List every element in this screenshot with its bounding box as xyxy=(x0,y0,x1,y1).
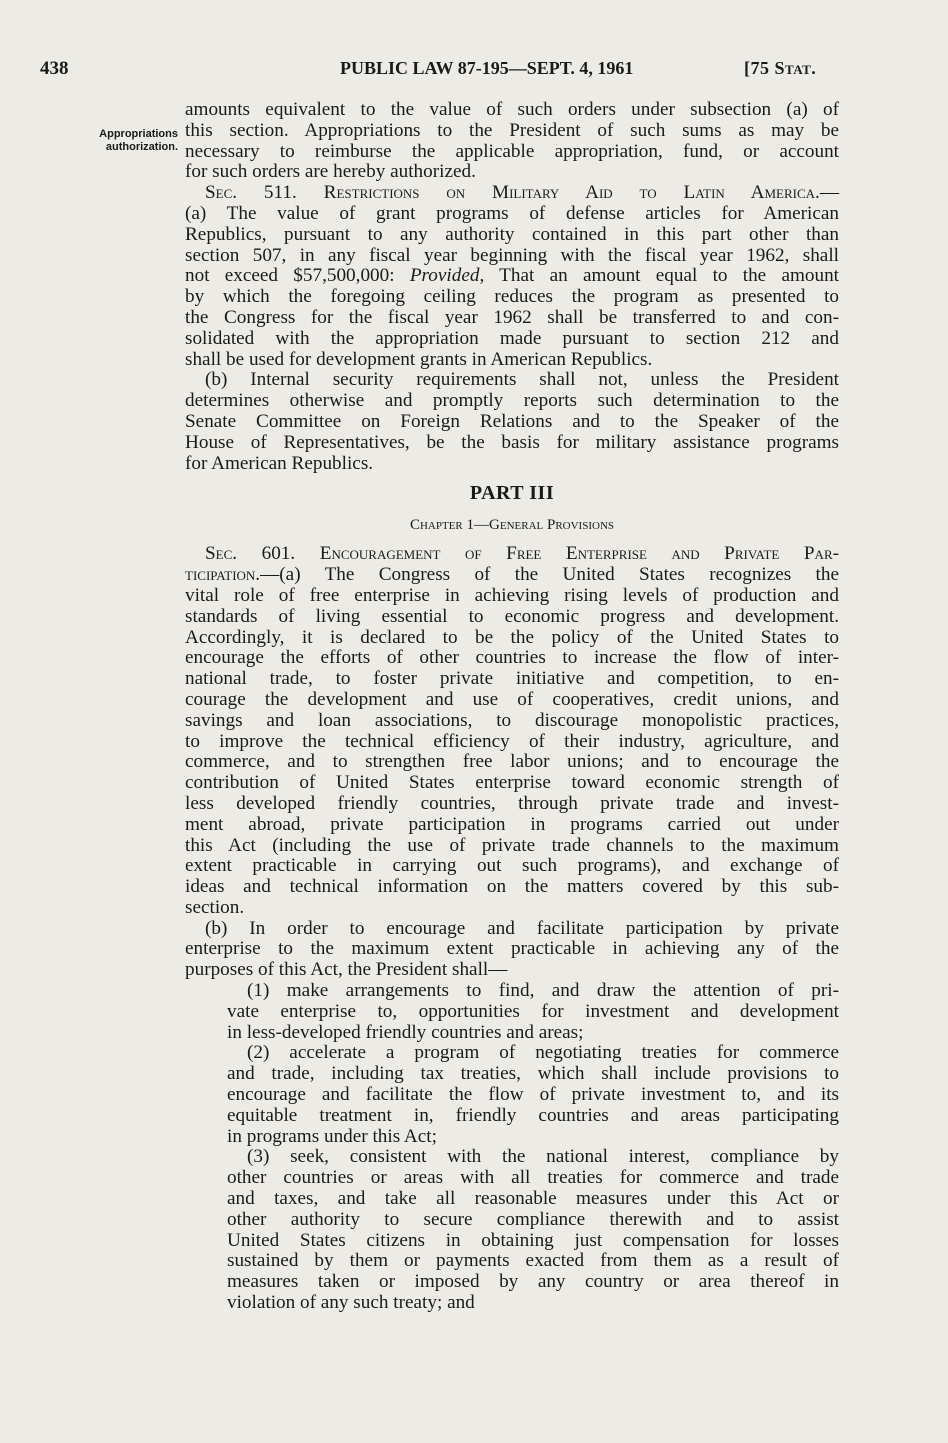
text-line: by which the foregoing ceiling reduces the program as presented to xyxy=(185,286,839,308)
list-item-2-line: and trade, including tax treaties, which shall include provisions to xyxy=(227,1063,839,1085)
text-segment: , That an amount equal to the amount xyxy=(479,265,840,287)
text-line: section 507, in any fiscal year beginning with the fiscal year 1962, shall xyxy=(185,244,839,266)
text-line: contribution of United States enterprise toward economic strength of xyxy=(185,772,839,794)
text-line: House of Representatives, be the basis for military assistance programs xyxy=(185,431,839,453)
text-line: Accordingly, it is declared to be the policy of the United States to xyxy=(185,626,839,648)
text-line: for such orders are hereby authorized. xyxy=(185,161,476,183)
text-line: (b) In order to encourage and facilitate participation by private xyxy=(205,917,839,939)
text-line: the Congress for the fiscal year 1962 shall be transferred to and con- xyxy=(185,306,839,328)
proviso-word: Provided xyxy=(409,265,480,287)
text-line: purposes of this Act, the President shall— xyxy=(185,959,508,981)
text-line xyxy=(185,266,839,287)
section-601-title: Encouragement of Free Enterprise and Private Par- xyxy=(319,543,839,565)
text-line: Republics, pursuant to any authority contained in this part other than xyxy=(185,223,839,245)
list-item-3-line: sustained by them or payments exacted from them as a result of xyxy=(227,1250,839,1272)
text-line: extent practicable in carrying out such programs), and exchange of xyxy=(185,855,839,877)
text-line: section. xyxy=(185,896,245,918)
text-line: for American Republics. xyxy=(185,452,374,474)
text-segment: (a) The Congress of the United States recognizes the xyxy=(279,564,839,586)
text-line: enterprise to the maximum extent practicable in achieving any of the xyxy=(185,938,839,960)
document-body xyxy=(185,100,839,1314)
text-line: vital role of free enterprise in achieving rising levels of production and xyxy=(185,584,839,606)
list-item-3-line: United States citizens in obtaining just compensation for losses xyxy=(227,1229,839,1251)
list-item-2-line: equitable treatment in, friendly countries and areas participating xyxy=(227,1104,839,1126)
text-segment: not exceed $57,500,000: xyxy=(185,265,395,287)
text-line: Senate Committee on Foreign Relations and to the Speaker of the xyxy=(185,410,839,432)
text-line: this Act (including the use of private trade channels to the maximum xyxy=(185,834,839,856)
section-601-label: Sec. 601. xyxy=(205,543,296,565)
page-number: 438 xyxy=(40,58,69,79)
text-line: courage the development and use of cooperatives, credit unions, and xyxy=(185,688,839,710)
volume-citation: [75 Stat. xyxy=(744,58,817,78)
list-item-3-line: (3) seek, consistent with the national interest, compliance by xyxy=(247,1146,839,1168)
text-line xyxy=(185,565,839,586)
section-601-heading xyxy=(185,544,839,565)
margin-note-appropriations: Appropriations authorization. xyxy=(99,128,178,153)
list-item-1-line: in less-developed friendly countries and areas; xyxy=(227,1021,584,1043)
text-line: amounts equivalent to the value of such orders under subsection (a) of xyxy=(185,99,839,120)
section-511-title: Restrictions on Military Aid to Latin America.— xyxy=(323,182,840,204)
text-line: determines otherwise and promptly reports such determination to the xyxy=(185,390,839,412)
running-header-title: PUBLIC LAW 87-195—SEPT. 4, 1961 xyxy=(340,58,634,78)
text-line: this section. Appropriations to the President of such sums as may be xyxy=(185,119,839,141)
text-line: shall be used for development grants in American Republics. xyxy=(185,348,653,370)
text-line: necessary to reimburse the applicable appropriation, fund, or account xyxy=(185,140,839,162)
section-511-heading xyxy=(185,183,839,204)
text-line: (a) The value of grant programs of defense articles for American xyxy=(185,202,839,224)
list-item-2-line: (2) accelerate a program of negotiating treaties for commerce xyxy=(247,1042,839,1064)
chapter-heading: Chapter 1—General Provisions xyxy=(409,517,615,534)
section-511-label: Sec. 511. xyxy=(205,182,297,204)
list-item-2-line: in programs under this Act; xyxy=(227,1125,437,1147)
list-item-3-line: and taxes, and take all reasonable measures under this Act or xyxy=(227,1188,839,1210)
text-line: encourage the efforts of other countries to increase the flow of inter- xyxy=(185,647,839,669)
text-line: national trade, to foster private initiative and competition, to en- xyxy=(185,668,839,690)
text-line: solidated with the appropriation made pursuant to section 212 and xyxy=(185,327,839,349)
list-item-3-line: other authority to secure compliance therewith and to assist xyxy=(227,1208,839,1230)
list-item-1-line: vate enterprise to, opportunities for investment and development xyxy=(227,1000,839,1022)
list-item-3-line: violation of any such treaty; and xyxy=(227,1292,475,1314)
text-line: ment abroad, private participation in programs carried out under xyxy=(185,813,839,835)
list-item-3-line: measures taken or imposed by any country or area thereof in xyxy=(227,1271,839,1293)
text-line: to improve the technical efficiency of their industry, agriculture, and xyxy=(185,730,839,752)
list-item-3-line: other countries or areas with all treaties for commerce and trade xyxy=(227,1167,839,1189)
text-line: savings and loan associations, to discourage monopolistic practices, xyxy=(185,709,839,731)
list-item-1-line: (1) make arrangements to find, and draw the attention of pri- xyxy=(247,980,839,1002)
text-line: less developed friendly countries, through private trade and invest- xyxy=(185,792,839,814)
section-601-title-cont: ticipation.— xyxy=(185,564,280,586)
list-item-2-line: encourage and facilitate the flow of private investment to, and its xyxy=(227,1084,839,1106)
text-line: standards of living essential to economic progress and development. xyxy=(185,605,839,627)
text-line: ideas and technical information on the matters covered by this sub- xyxy=(185,876,839,898)
text-line: (b) Internal security requirements shall not, unless the President xyxy=(205,369,839,391)
text-line: commerce, and to strengthen free labor unions; and to encourage the xyxy=(185,751,839,773)
part-heading: PART III xyxy=(469,482,555,505)
